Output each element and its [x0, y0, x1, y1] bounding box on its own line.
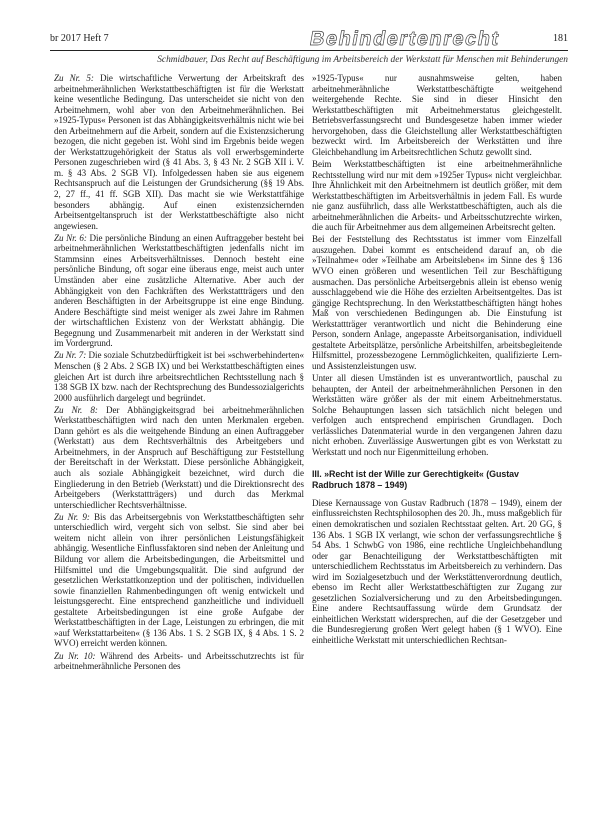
- right-column: [312, 73, 562, 647]
- paragraph-text: Diese Kernaussage von Gustav Radbruch (1878 – 1949), einem der einflussreichsten Rechtsphilosophen des 20. Jh., muss maßgeblich für einen demokratischen und sozialen Rechtsstaat gelten. Art. 20 GG, § 136 Abs. 1 SGB IX verlangt, wie schon der verfassungsrechtliche § 54 Abs. 1 SchwbG von 1986, eine rechtliche Ungleichbehandlung oder gar Benachteiligung der Werkstattbeschäftigten mit unterschiedlichem Rechtsstatus im Arbeitsbereich zu verhindern. Das wird im Sozialgesetzbuch und der Werkstättenverordnung deutlich, ebenso im Recht aller Werkstattbeschäftigten zur Zugang zur gesetzlichen Sozialversicherung und zu den Arbeitsbedingungen. Eine andere Rechtsauffassung würde dem Grundsatz der einheitlichen Werkstatt widersprechen, auf die der Gesetzgeber und die Bundesregierung großen Wert gelegt haben (§ 1 WVO). Eine einheitliche Werkstatt mit unterschiedlichen Rechtsan-: [312, 497, 562, 645]
- issue-reference: br 2017 Heft 7: [50, 33, 109, 44]
- article-running-title: Schmidbauer, Das Recht auf Beschäftigung im Arbeitsbereich der Werkstatt für Menschen mit Behinderungen: [157, 55, 568, 65]
- paragraph-text: Die persönliche Bindung an einen Auftraggeber besteht bei arbeitnehmerähnlichen Werkstattbeschäftigten jedenfalls nicht im Stammsinn eines Arbeitsverhältnisses. Dennoch besteht eine persönliche Bindung, oft sogar eine überaus enge, meist auch unter Umständen aber eine zusätzliche Alternative. Aber auch der Abhängigkeit von den Fachkräften des Werkstattträgers und den anderen Beschäftigten in der Arbeitsgruppe ist eine enge Bindung. Andere Beschäftigte sind meist weniger als zwei Jahre im Rahmen der wirtschaftlichen Existenz von der Werkstatt abhängig. Die Begegnung und Zusammenarbeit mit anderen in der Werkstatt sind im Vordergrund.: [54, 232, 305, 349]
- journal-logo: Behindertenrecht: [308, 28, 502, 50]
- body-paragraph: [54, 233, 304, 349]
- paragraph-text: Bis das Arbeitsergebnis von Werkstattbeschäftigten sehr unterschiedlich wird, vergeht sich von selbst. Sie sind aber bei weitem nicht allein von ihrer persönlichen Leistungsfähigkeit abhängig. Wesentliche Einflussfaktoren sind neben der Anleitung und Bildung vor allem die Arbeitsbedingungen, die Arbeitsmittel und Hilfsmittel und die Umgebungsqualität. Die sind aufgrund der gesetzlichen Werkstattkonzeption und der politischen, individuellen sowie finanziellen Rahmenbedingungen oft wenig entwickelt und leistungsgerecht. Eine entsprechend ganzheitliche und individuell gestaltete Arbeitsbedingungen ist eine große Aufgabe der Werkstattbeschäftigten in der Lage, Leistungen zu erbringen, die mit »auf Werkstattarbeiten« (§ 136 Abs. 1 S. 2 SGB IX, § 4 Abs. 1 S. 2 WVO) erreicht werden können.: [54, 511, 305, 649]
- body-paragraph: [312, 373, 562, 457]
- body-paragraph: [312, 234, 562, 371]
- paragraph-text: Beim Werkstattbeschäftigten ist eine arbeitnehmerähnliche Rechtsstellung wird nur mit dem »1925er Typus« nicht vergleichbar. Ihre Ähnlichkeit mit den Arbeitnehmern ist deutlich größer, mit dem Werkstattbeschäftigten im Arbeitsverhältnis in jedem Fall. Es wurde nie ganz ausführlich, dass alle Werkstattbeschäftigten, auch als die arbeitnehmerähnlichen die Arbeits- und Arbeitsschutzrechte wirken, die auch für Arbeitnehmer aus dem allgemeinen Arbeitsrecht gelten.: [312, 158, 562, 233]
- paragraph-label: Zu Nr. 8:: [54, 404, 98, 415]
- paragraph-text: Der Abhängigkeitsgrad bei arbeitnehmerähnlichen Werkstattbeschäftigten wird nach den unten Merkmalen ergeben. Dann gehört es als die weitgehende Bindung an einen Auftraggeber (Werkstatt) aus dem Rechtsverhältnis des Arbeitgebers und Arbeitnehmers, in der Anspruch auf Beschäftigung zur Feststellung der Bereitschaft in der Werkstatt. Diese persönliche Abhängigkeit, auch als soziale Abhängigkeit bezeichnet, wird durch die Eingliederung in den Betrieb (Werkstatt) und die Direktionsrecht des Arbeitgebers (Werkstattträgers) und durch das Merkmal unterschiedlicher Rechtsverhältnisse.: [54, 404, 304, 510]
- body-paragraph: [54, 73, 304, 231]
- section-heading: III. »Recht ist der Wille zur Gerechtigkeit« (Gustav Radbruch 1878 – 1949): [312, 469, 519, 490]
- body-paragraph: [312, 159, 562, 233]
- paragraph-label: Zu Nr. 7:: [54, 350, 87, 361]
- paragraph-label: Zu Nr. 10:: [54, 650, 96, 661]
- paragraph-label: Zu Nr. 9:: [54, 511, 90, 522]
- paragraph-label: Zu Nr. 5:: [54, 73, 94, 83]
- left-column: [54, 73, 304, 673]
- paragraph-label: Zu Nr. 6:: [54, 232, 87, 243]
- body-paragraph: [54, 512, 304, 649]
- body-paragraph: [54, 405, 304, 510]
- paragraph-text: Unter all diesen Umständen ist es unverantwortlich, pauschal zu behaupten, der Anteil der arbeitnehmerähnlichen Personen in den Werkstätten wäre größer als der mit einem Arbeitnehmerstatus. Solche Behauptungen lassen sich tatsächlich nicht belegen und verfolgen auch entsprechend empirischen Grundlagen. Doch verlässliches Datenmaterial wurde in den vergangenen Jahren dazu nicht erhoben. Zuverlässige Auswertungen gibt es von Werkstatt zu Werkstatt und noch nur Eigenmitteilung erhoben.: [312, 373, 562, 457]
- body-paragraph: [54, 651, 304, 672]
- page-number: 181: [553, 33, 568, 44]
- body-paragraph: [312, 498, 562, 646]
- paragraph-text: Bei der Feststellung des Rechtsstatus ist immer vom Einzelfall auszugehen. Dabei kommt es entscheidend darauf an, ob die »Teilnahme« oder »Teilhabe am Arbeitsleben« im Sinne des § 136 WVO einen größeren und wesentlichen Teil zur Beschäftigung ausmachen. Das persönliche Arbeitsergebnis allein ist ebenso wenig ausschlaggebend wie die Höhe des erzielten Arbeitsentgeltes. Das ist gängige Rechtsprechung. In den Werkstattbeschäftigten hängt hohes Maß von verschiedenen Bedingungen ab. Die Einstufung ist Werkstattträger verantwortlich und nicht die Behinderung eine Person, sondern Anlage, angepasste Arbeitsorganisation, individuell gestaltete Arbeitsplätze, persönliche Arbeitshilfen, arbeitsbegleitende Hilfsmittel, prozessbezogene Lernmöglichkeiten, qualifizierte Lern- und Assistenzleistungen usw.: [312, 234, 562, 371]
- paragraph-text: Während des Arbeits- und Arbeitsschutzrechts ist für arbeitnehmerähnliche Personen des: [54, 650, 304, 672]
- paragraph-text: Die soziale Schutzbedürftigkeit ist bei »schwerbehinderten« Menschen (§ 2 Abs. 2 SGB IX) und bei Werkstattbeschäftigten eines gleichen Art ist durch ihre arbeitsrechtlichen Rechtsstellung nach § 138 SGB IX bzw. nach der Rechtsprechung des Bundessozialgerichts 2000 ausführlich dargelegt und begründet.: [54, 350, 304, 403]
- paragraph-text: »1925-Typus« nur ausnahmsweise gelten, haben arbeitnehmerähnliche Werkstattbeschäftigte weitgehend weitergehende Rechte. Sie sind in dieser Hinsicht den Werkstattbeschäftigten mit Arbeitnehmerstatus gleichgestellt. Betriebsverfassungsrecht und Bundesgesetze haben immer wieder hervorgehoben, dass die Gleichstellung aller Werkstattbeschäftigten bezweckt wird. Im Arbeitsbereich der Werkstätten und ihre Gleichbehandlung im Arbeitsrechtlichen Schutz gewollt sind.: [312, 73, 562, 157]
- body-paragraph: [54, 350, 304, 403]
- body-paragraph: [312, 73, 562, 157]
- running-header: [50, 30, 568, 51]
- paragraph-text: Die wirtschaftliche Verwertung der Arbeitskraft des arbeitnehmerähnlichen Werkstattbeschäftigten ist für die Werkstatt keine wesentliche Bedingung. Das unterscheidet sie nicht von den Arbeitnehmern, wohl aber von den Arbeitnehmerähnlichen. Bei »1925-Typus« Personen ist das Abhängigkeitsverhältnis nicht wie bei den Arbeitnehmern auf die Arbeit, sondern auf die Existenzsicherung bezogen, die nicht gegeben ist. Wohl sind im Ergebnis beide wegen der Werkstattzugehörigkeit der Status als voll erwerbsgeminderte Personen zugeschrieben wird (§ 41 Abs. 3, § 43 Nr. 2 SGB XII i. V. m. § 43 Abs. 2 SGB VI). Infolgedessen haben sie aus eigenem Rechtsanspruch auf die Leistungen der Grundsicherung (§§ 19 Abs. 2, 27 ff., 41 ff. SGB XII). Das macht sie wie Werkstattfähige besonders abhängig. Auf einen existenzsichernden Arbeitsentgeltanspruch ist der Werkstattbeschäftigte also nicht angewiesen.: [54, 73, 304, 231]
